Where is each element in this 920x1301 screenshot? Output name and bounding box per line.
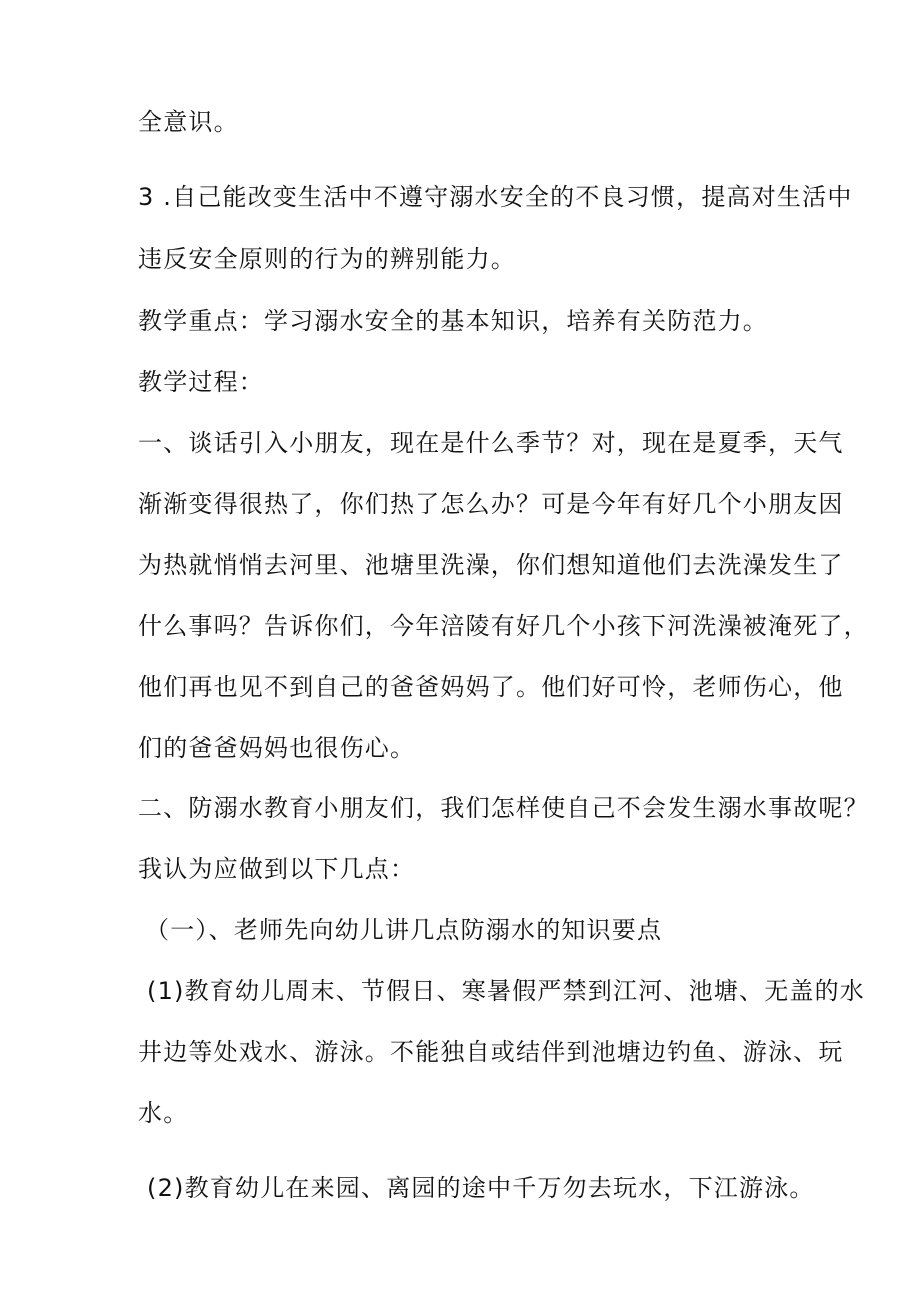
text-line: 二、防溺水教育小朋友们，我们怎样使自己不会发生溺水事故呢？: [138, 794, 869, 822]
text-line: 3 .自己能改变生活中不遵守溺水安全的不良习惯，提高对生活中: [138, 183, 853, 211]
text-line: 渐渐变得很热了，你们热了怎么办？可是今年有好几个小朋友因: [138, 490, 844, 518]
text-line: 我认为应做到以下几点：: [138, 855, 416, 883]
text-line: 教学过程：: [138, 368, 264, 396]
text-line: 什么事吗？告诉你们，今年涪陵有好几个小孩下河洗澡被淹死了，: [138, 612, 869, 640]
text-line: 为热就悄悄去河里、池塘里洗澡，你们想知道他们去洗澡发生了: [138, 551, 844, 579]
text-line: 一、谈话引入小朋友，现在是什么季节？对，现在是夏季，天气: [138, 429, 844, 457]
text-line: 井边等处戏水、游泳。不能独自或结伴到池塘边钓鱼、游泳、玩: [138, 1038, 844, 1066]
text-line: 水。: [138, 1099, 189, 1127]
text-line: （一）、老师先向幼儿讲几点防溺水的知识要点: [145, 916, 663, 944]
text-line: 他们再也见不到自己的爸爸妈妈了。他们好可怜，老师伤心，他: [138, 673, 844, 701]
text-line: (1)教育幼儿周末、节假日、寒暑假严禁到江河、池塘、无盖的水: [147, 977, 865, 1005]
text-line: 们的爸爸妈妈也很伤心。: [138, 734, 416, 762]
text-line: 全意识。: [138, 108, 239, 136]
text-line: (2)教育幼儿在来园、离园的途中千万勿去玩水，下江游泳。: [147, 1174, 815, 1202]
text-line: 教学重点：学习溺水安全的基本知识，培养有关防范力。: [138, 307, 768, 335]
text-line: 违反安全原则的行为的辨别能力。: [138, 245, 516, 273]
